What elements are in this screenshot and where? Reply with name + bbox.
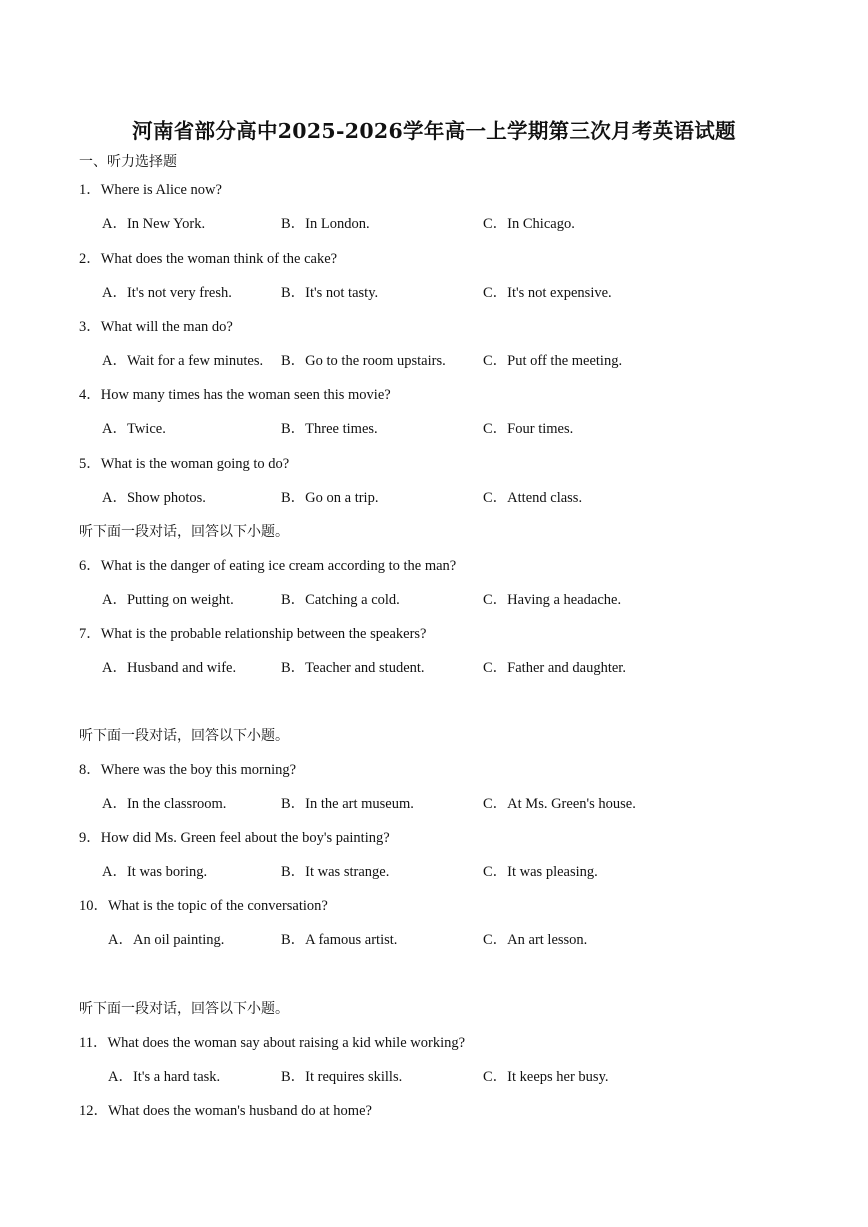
option-6a: A．Putting on weight.	[102, 592, 234, 608]
option-2a: A．It's not very fresh.	[102, 285, 232, 301]
option-9a: A．It was boring.	[102, 864, 208, 880]
option-5c: C．Attend class.	[483, 490, 583, 506]
option-11c: C．It keeps her busy.	[483, 1069, 609, 1085]
listening-instruction: 听下面一段对话，回答以下小题。	[79, 728, 289, 744]
question-7: 7．What is the probable relationship between the speakers?	[79, 626, 427, 642]
option-8c: C．At Ms. Green's house.	[483, 796, 636, 812]
option-5a: A．Show photos.	[102, 490, 206, 506]
option-3a: A．Wait for a few minutes.	[102, 353, 264, 369]
option-11b: B．It requires skills.	[281, 1069, 403, 1085]
option-11a: A．It's a hard task.	[108, 1069, 221, 1085]
option-10a: A．An oil painting.	[108, 932, 225, 948]
option-1a: A．In New York.	[102, 216, 206, 232]
option-4a: A．Twice.	[102, 421, 166, 437]
section-heading: 一、听力选择题	[79, 154, 177, 170]
question-4: 4．How many times has the woman seen this movie?	[79, 387, 391, 403]
option-7c: C．Father and daughter.	[483, 660, 626, 676]
listening-instruction: 听下面一段对话，回答以下小题。	[79, 524, 289, 540]
question-2: 2．What does the woman think of the cake?	[79, 251, 338, 267]
option-2c: C．It's not expensive.	[483, 285, 612, 301]
option-9c: C．It was pleasing.	[483, 864, 598, 880]
option-9b: B．It was strange.	[281, 864, 390, 880]
option-10b: B．A famous artist.	[281, 932, 398, 948]
question-5: 5．What is the woman going to do?	[79, 456, 290, 472]
page-title: 河南省部分高中2025-2026学年高一上学期第三次月考英语试题	[132, 119, 736, 143]
option-7a: A．Husband and wife.	[102, 660, 237, 676]
question-10: 10．What is the topic of the conversation?	[79, 898, 328, 914]
option-1b: B．In London.	[281, 216, 370, 232]
option-3b: B．Go to the room upstairs.	[281, 353, 446, 369]
question-3: 3．What will the man do?	[79, 319, 233, 335]
listening-instruction: 听下面一段对话，回答以下小题。	[79, 1001, 289, 1017]
question-11: 11．What does the woman say about raising a kid while working?	[79, 1035, 466, 1051]
option-10c: C．An art lesson.	[483, 932, 588, 948]
option-4c: C．Four times.	[483, 421, 574, 437]
option-3c: C．Put off the meeting.	[483, 353, 623, 369]
option-1c: C．In Chicago.	[483, 216, 575, 232]
question-9: 9．How did Ms. Green feel about the boy's painting?	[79, 830, 390, 846]
question-12: 12．What does the woman's husband do at home?	[79, 1103, 372, 1119]
option-8a: A．In the classroom.	[102, 796, 227, 812]
option-4b: B．Three times.	[281, 421, 378, 437]
option-6b: B．Catching a cold.	[281, 592, 400, 608]
option-5b: B．Go on a trip.	[281, 490, 379, 506]
option-8b: B．In the art museum.	[281, 796, 414, 812]
question-8: 8．Where was the boy this morning?	[79, 762, 297, 778]
option-7b: B．Teacher and student.	[281, 660, 425, 676]
option-2b: B．It's not tasty.	[281, 285, 379, 301]
question-6: 6．What is the danger of eating ice cream according to the man?	[79, 558, 457, 574]
question-1: 1．Where is Alice now?	[79, 182, 222, 198]
option-6c: C．Having a headache.	[483, 592, 622, 608]
